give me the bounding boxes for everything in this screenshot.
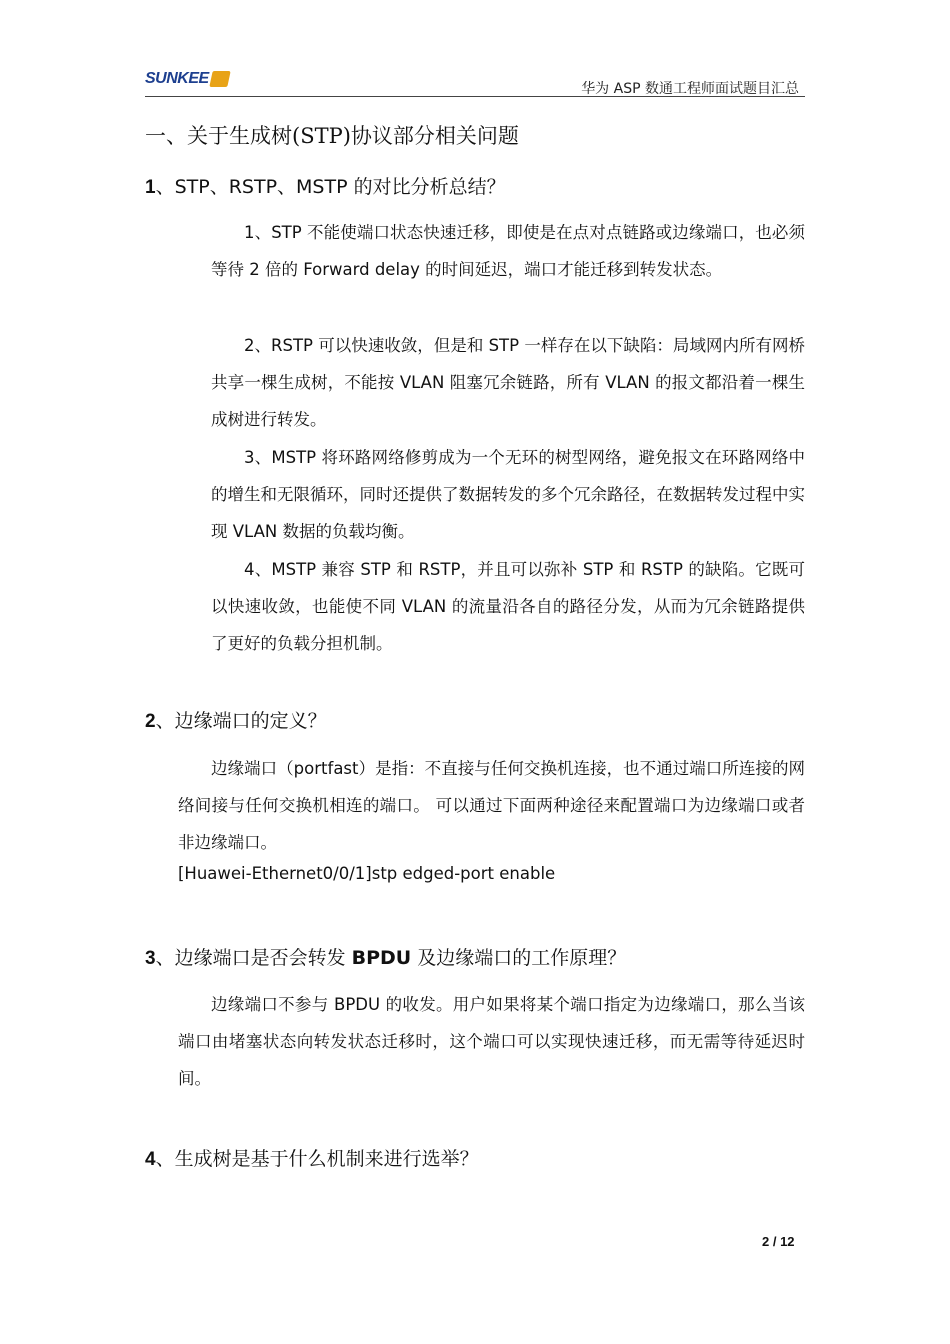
question-text: 、生成树是基于什么机制来进行选举？ — [155, 1148, 479, 1170]
header-divider — [145, 96, 805, 97]
logo-text: SUNKEE — [145, 70, 209, 87]
answer-paragraph: 2、RSTP 可以快速收敛，但是和 STP 一样存在以下缺陷：局域网内所有网桥共享一棵生成树，不能按 VLAN 阻塞冗余链路，所有 VLAN 的报文都沿着一棵生成树进行转发。 — [211, 336, 805, 429]
page-number: 2 / 12 — [762, 1234, 795, 1249]
question-number: 4 — [145, 1149, 156, 1170]
sunkee-logo — [145, 66, 229, 92]
question-text: 、STP、RSTP、MSTP 的对比分析总结？ — [155, 176, 506, 198]
logo-badge-icon — [209, 71, 230, 87]
answer-paragraph: 1、STP 不能使端口状态快速迁移，即使是在点对点链路或边缘端口，也必须等待 2 倍的 Forward delay 的时间延迟，端口才能迁移到转发状态。 — [211, 223, 805, 279]
question-text: 、边缘端口的定义？ — [155, 710, 327, 732]
question-text-pre: 、边缘端口是否会转发 — [155, 947, 352, 969]
header-title: 华为 ASP 数通工程师面试题目汇总 — [581, 81, 799, 97]
question-text-bold: BPDU — [351, 947, 412, 969]
page-header — [145, 66, 805, 100]
section-heading: 一、关于生成树(STP)协议部分相关问题 — [145, 124, 519, 148]
answer-paragraph: 4、MSTP 兼容 STP 和 RSTP，并且可以弥补 STP 和 RSTP 的缺陷。它既可以快速收敛，也能使不同 VLAN 的流量沿各自的路径分发，从而为冗余链路提供了更好的负载分担机制。 — [211, 560, 805, 653]
answer-paragraph: 3、MSTP 将环路网络修剪成为一个无环的树型网络，避免报文在环路网络中的增生和无限循环，同时还提供了数据转发的多个冗余路径，在数据转发过程中实现 VLAN 数据的负载均衡。 — [211, 448, 805, 541]
answer-paragraph: 边缘端口不参与 BPDU 的收发。用户如果将某个端口指定为边缘端口，那么当该端口由堵塞状态向转发状态迁移时，这个端口可以实现快速迁移，而无需等待延迟时间。 — [178, 995, 805, 1088]
question-number: 1 — [145, 177, 156, 198]
question-number: 3 — [145, 948, 156, 969]
answer-paragraph: 边缘端口（portfast）是指：不直接与任何交换机连接，也不通过端口所连接的网络间接与任何交换机相连的端口。 可以通过下面两种途径来配置端口为边缘端口或者非边缘端口。 — [178, 759, 805, 852]
config-command: [Huawei-Ethernet0/0/1]stp edged-port enable — [178, 864, 556, 883]
question-1-title — [145, 172, 506, 199]
question-text-post: 及边缘端口的工作原理？ — [411, 947, 627, 969]
question-4-title — [145, 1144, 479, 1171]
question-number: 2 — [145, 711, 156, 732]
question-3-title — [145, 943, 626, 970]
question-2-title — [145, 706, 327, 733]
